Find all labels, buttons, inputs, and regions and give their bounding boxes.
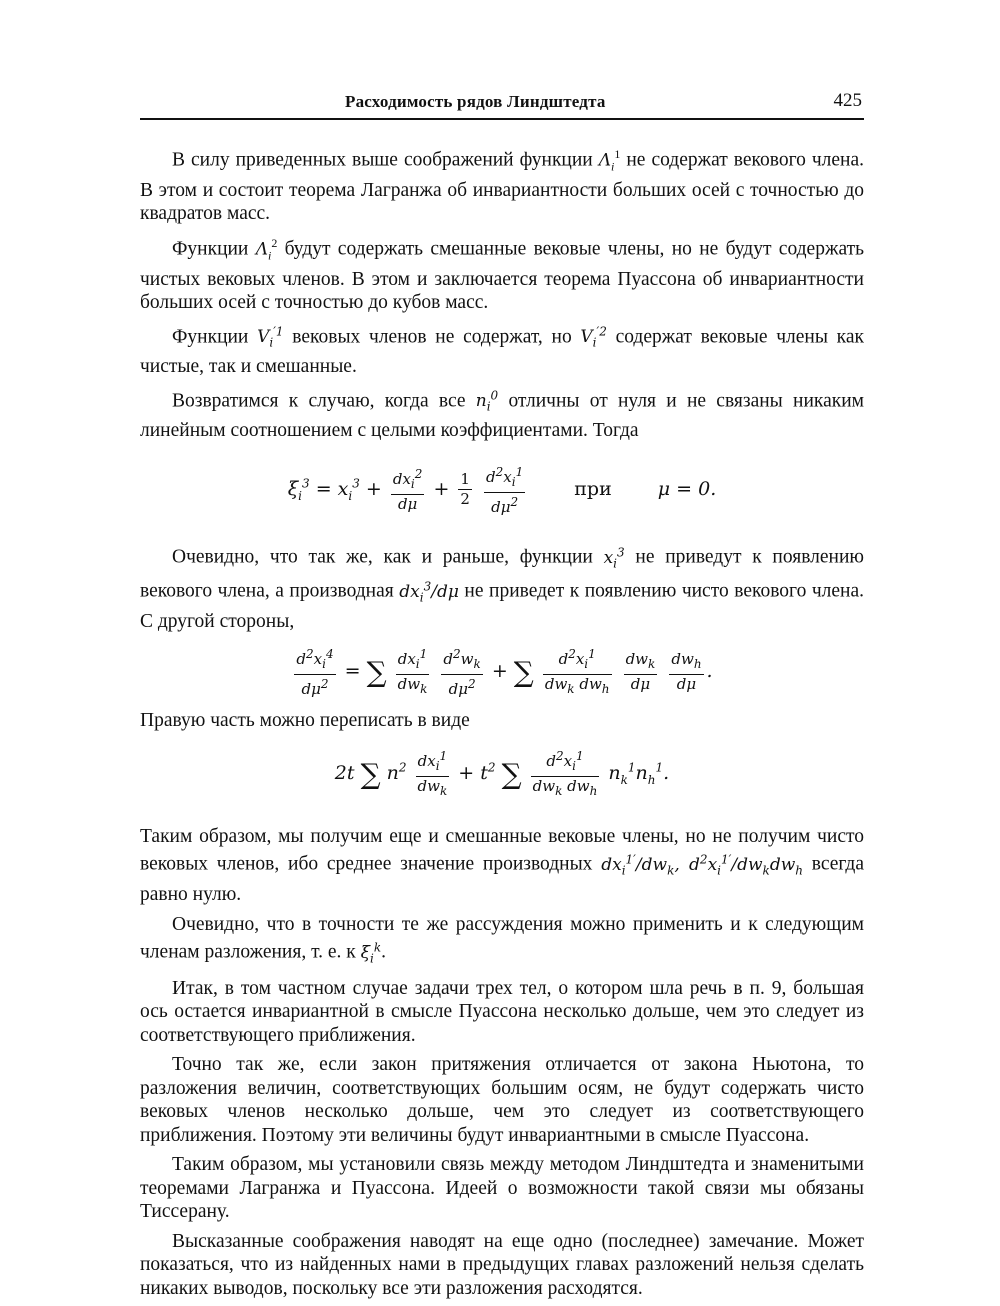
paragraph-v-functions: Функции $V_i^{'1}$ вековых членов не содержат, но $V_i^{'2}$ содержат вековые члены как чистые, так и смешанные.	[140, 324, 864, 378]
paragraph-return-case: Возвратимся к случаю, когда все $n_i^0$ отличны от нуля и не связаны никаким линейным соотношением с целыми коэффициентами. Тогда	[140, 388, 864, 442]
paragraph-obviously: Очевидно, что так же, как и раньше, функции $x_i^3$ не приведут к появлению векового члена, а производная $dx_i^3/d\mu$ не приведет к появлению чисто векового члена. С другой стороны,	[140, 544, 864, 632]
paragraph-poisson: Функции $\Lambda_i^2$ будут содержать смешанные вековые члены, но не будут содержать чистых вековых членов. В этом и заключается теорема Пуассона об инвариантности больших осей с точностью до кубов масс.	[140, 235, 865, 314]
formula-pri: при	[574, 477, 612, 500]
paragraph-tisserand: Таким образом, мы установили связь между методом Линдштедта и знаменитыми теоремами Лагранжа и Пуассона. Идеей о возможности такой связи мы обязаны Тиссерану.	[140, 1154, 864, 1223]
paragraph-same-reasoning: Очевидно, что в точности те же рассуждения можно применить и к следующим членам разложения, т. е. к $\xi_i^k$.	[140, 913, 864, 966]
page-header	[140, 88, 864, 120]
paragraph-last-remark: Высказанные соображения наводят на еще одно (последнее) замечание. Может показаться, что из найденных нами в предыдущих главах разложений нельзя сделать никаких выводов, поскольку все эти разложения расходятся.	[140, 1230, 864, 1299]
formula-rewritten: 2t ∑ $n^2$ $\frac{dx_i^1}{dw_k}$ + $t^2$ ∑ $\frac{d^2x_i^1}{dw_k dw_h}$ $n_k^1n_h^1$.	[334, 748, 670, 798]
paragraph-right-side: Правую часть можно переписать в виде	[140, 710, 470, 732]
page-body	[140, 143, 864, 1306]
running-head: Расходимость рядов Линдштедта	[345, 92, 606, 111]
page-number: 425	[833, 90, 862, 111]
paragraph-mixed-terms: Таким образом, мы получим еще и смешанные вековые члены, но не получим чисто вековых членов, ибо среднее значение производных $dx_i^{1'}/dw_k$, $d^2x_i^{1'}/dw_kdw_h$ всегда равно нулю.	[140, 825, 864, 906]
formula-xi3: $\xi_i^3 = x_i^3$ + $\frac{dx_i^2}{d\mu}$ + $\frac{1}{2}$ $\frac{d^2x_i^1}{d\mu^2}$ при μ = 0.	[287, 464, 717, 516]
formula-second-derivative: $\frac{d^2x_i^4}{d\mu^2}$ = ∑ $\frac{dx_i^1}{dw_k}$ $\frac{d^2w_k}{d\mu^2}$ + ∑ $\frac{d^2x_i^1}{dw_k dw_h}$ $\frac{dw_k}{d\mu}$ $\frac{dw_h}{d\mu}$ .	[296, 647, 713, 699]
paragraph-newton-law: Точно так же, если закон притяжения отличается от закона Ньютона, то разложения величин, соответствующих большим осям, не будут содержать чисто вековых членов несколько дольше, чем это следует из соответствующего приближения. Поэтому эти величины будут инвариантными в смысле Пуассона.	[140, 1054, 864, 1146]
formula-mu-zero: μ = 0.	[657, 477, 717, 500]
paragraph-lagrange: В силу приведенных выше соображений функции $\Lambda_i^1$ не содержат векового члена. В этом и состоит теорема Лагранжа об инвариантности больших осей с точностью до квадратов масс.	[140, 147, 864, 225]
paragraph-three-body: Итак, в том частном случае задачи трех тел, о котором шла речь в п. 9, большая ось остается инвариантной в смысле Пуассона несколько дольше, чем это следует из соответствующего приближения.	[140, 977, 864, 1046]
